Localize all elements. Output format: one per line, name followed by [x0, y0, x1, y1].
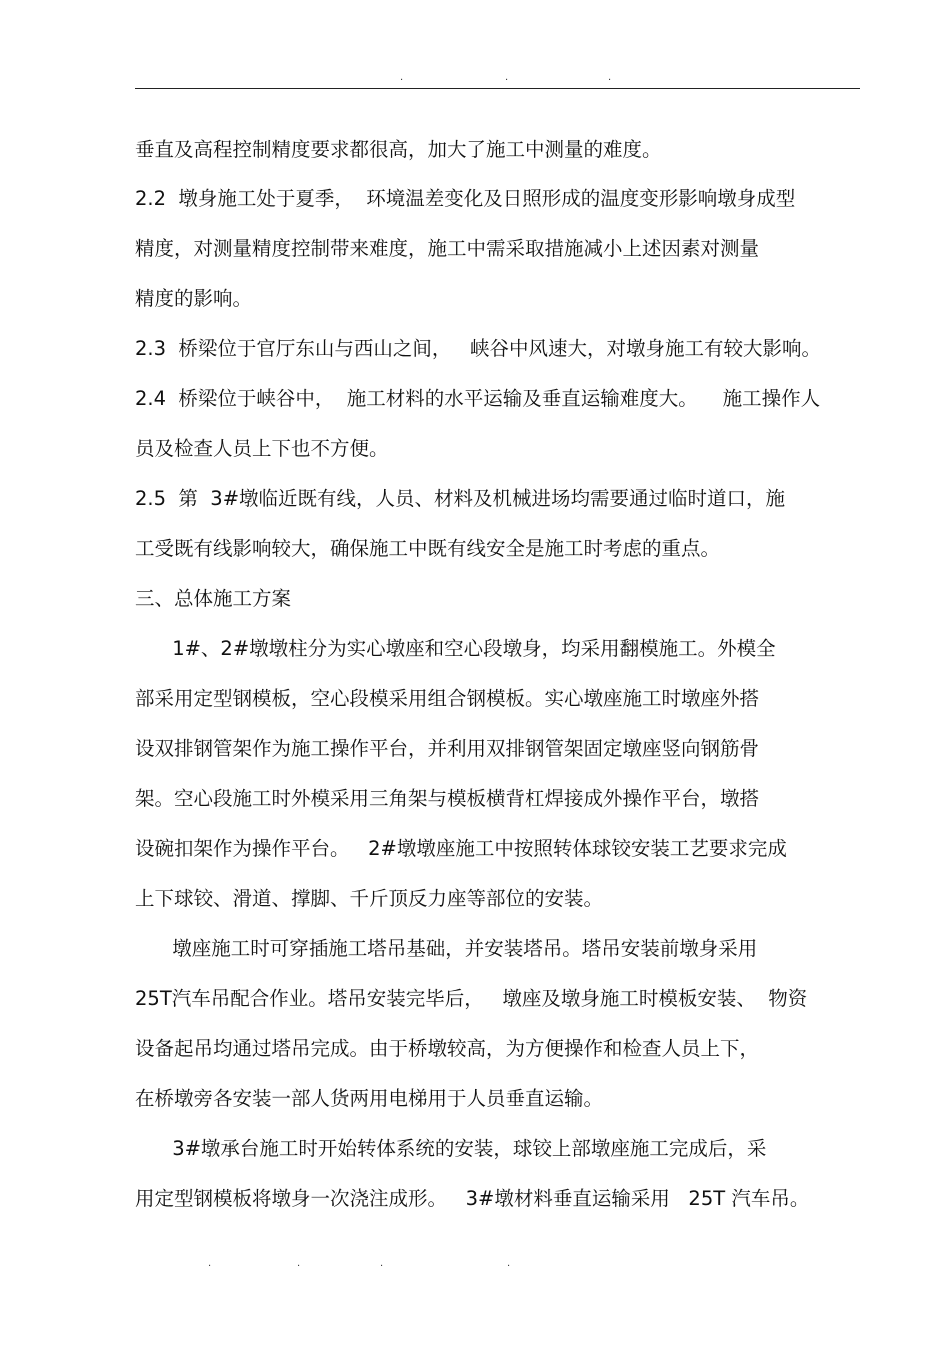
footer-dot: .	[208, 1258, 212, 1269]
text-line: 设碗扣架作为操作平台。 2#墩墩座施工中按照转体球铰安装工艺要求完成	[135, 837, 787, 860]
text-line: 部采用定型钢模板，空心段模采用组合钢模板。实心墩座施工时墩座外搭	[135, 687, 760, 710]
text-line: 架。空心段施工时外模采用三角架与模板横背杠焊接成外操作平台，墩搭	[135, 787, 760, 810]
text-line: 设双排钢管架作为施工操作平台，并利用双排钢管架固定墩座竖向钢筋骨	[135, 737, 760, 760]
header-dot: .	[400, 72, 404, 83]
text-line: 2.4 桥梁位于峡谷中， 施工材料的水平运输及垂直运输难度大。 施工操作人	[135, 387, 821, 410]
header-dot: .	[608, 72, 612, 83]
text-line: 精度，对测量精度控制带来难度，施工中需采取措施减小上述因素对测量	[135, 237, 760, 260]
text-line: 用定型钢模板将墩身一次浇注成形。 3#墩材料垂直运输采用 25T 汽车吊。	[135, 1187, 810, 1210]
text-line: 2.5 第 3#墩临近既有线，人员、材料及机械进场均需要通过临时道口，施	[135, 487, 786, 510]
text-line: 3#墩承台施工时开始转体系统的安装，球铰上部墩座施工完成后，采	[135, 1137, 767, 1160]
footer-dot: .	[380, 1258, 384, 1269]
text-line: 上下球铰、滑道、撑脚、千斤顶反力座等部位的安装。	[135, 887, 604, 910]
footer-dot: .	[507, 1258, 511, 1269]
header-dot: .	[505, 72, 509, 83]
text-line: 设备起吊均通过塔吊完成。由于桥墩较高，为方便操作和检查人员上下，	[135, 1037, 760, 1060]
section-heading: 三、总体施工方案	[135, 587, 292, 610]
text-line: 垂直及高程控制精度要求都很高，加大了施工中测量的难度。	[135, 138, 662, 161]
header-rule	[135, 88, 860, 89]
header-dots	[0, 72, 950, 84]
text-line: 1#、2#墩墩柱分为实心墩座和空心段墩身，均采用翻模施工。外模全	[135, 637, 776, 660]
text-line: 精度的影响。	[135, 287, 253, 310]
text-line: 25T汽车吊配合作业。塔吊安装完毕后， 墩座及墩身施工时模板安装、 物资	[135, 987, 808, 1010]
footer-dot: .	[297, 1258, 301, 1269]
text-line: 员及检查人员上下也不方便。	[135, 437, 389, 460]
footer-dots	[0, 1258, 950, 1270]
text-line: 墩座施工时可穿插施工塔吊基础，并安装塔吊。塔吊安装前墩身采用	[135, 937, 758, 960]
text-line: 在桥墩旁各安装一部人货两用电梯用于人员垂直运输。	[135, 1087, 604, 1110]
text-line: 工受既有线影响较大，确保施工中既有线安全是施工时考虑的重点。	[135, 537, 721, 560]
text-line: 2.3 桥梁位于官厅东山与西山之间， 峡谷中风速大，对墩身施工有较大影响。	[135, 337, 822, 360]
text-line: 2.2 墩身施工处于夏季， 环境温差变化及日照形成的温度变形影响墩身成型	[135, 187, 796, 210]
